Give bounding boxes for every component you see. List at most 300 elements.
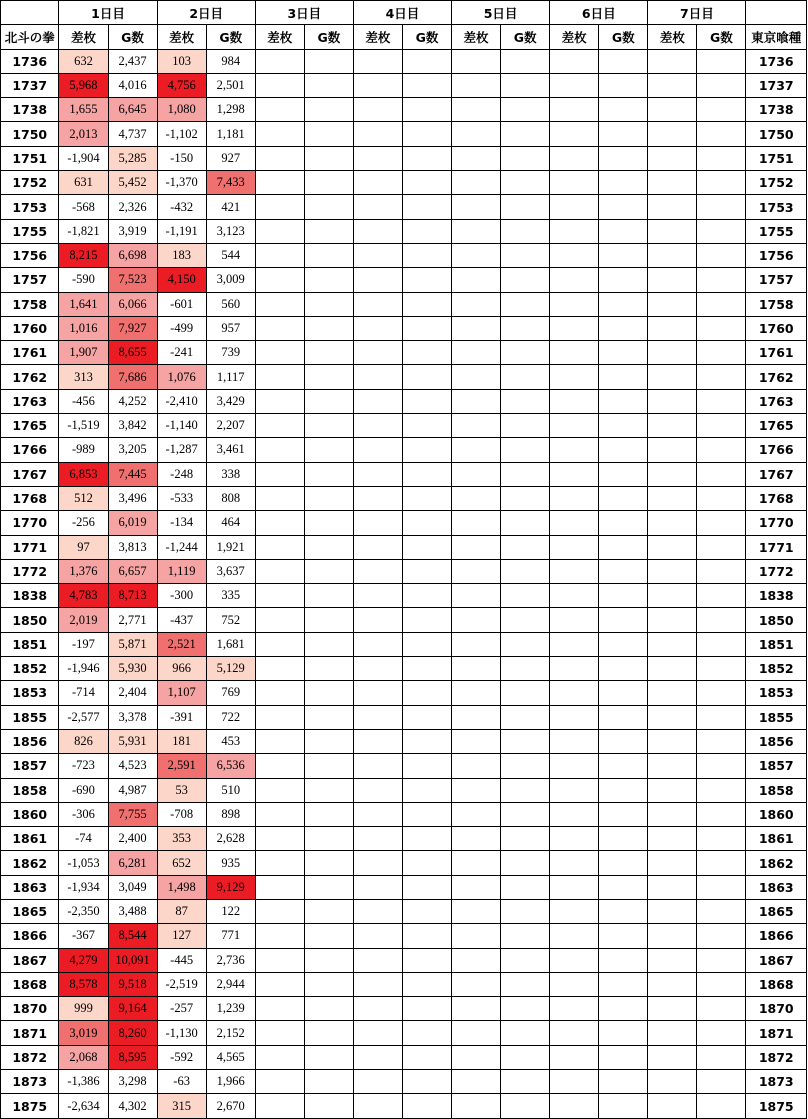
day7-games-cell: [697, 1021, 746, 1045]
table-row: [1, 535, 807, 559]
table-row: [1, 657, 807, 681]
day7-diff-cell: [648, 195, 697, 219]
day6-games-cell: [599, 1070, 648, 1094]
day2-diff-cell: -391: [157, 705, 206, 729]
day6-games-cell: [599, 754, 648, 778]
day5-games-cell: [501, 657, 550, 681]
day6-diff-cell: [550, 511, 599, 535]
day7-diff-cell: [648, 438, 697, 462]
day5-games-cell: [501, 948, 550, 972]
day3-diff-cell: [255, 948, 304, 972]
day3-games-cell: [304, 778, 353, 802]
day2-games-cell: 1,681: [206, 632, 255, 656]
day2-diff-cell: -445: [157, 948, 206, 972]
day2-diff-cell: -601: [157, 292, 206, 316]
day5-diff-cell: [452, 268, 501, 292]
day1-games-cell: 7,755: [108, 802, 157, 826]
day1-games-cell: 4,016: [108, 73, 157, 97]
table-row: [1, 1070, 807, 1094]
machine-number-right: 1767: [746, 462, 807, 486]
day7-diff-cell: [648, 705, 697, 729]
day4-games-cell: [402, 73, 451, 97]
day6-games-cell: [599, 365, 648, 389]
machine-number-left: 1737: [1, 73, 59, 97]
day2-diff-cell: 4,150: [157, 268, 206, 292]
day7-diff-cell: [648, 972, 697, 996]
day3-games-cell: [304, 122, 353, 146]
sub-header-games: G数: [697, 25, 746, 49]
day2-games-cell: 338: [206, 462, 255, 486]
day1-games-cell: 6,657: [108, 559, 157, 583]
table-row: [1, 632, 807, 656]
day5-games-cell: [501, 292, 550, 316]
day5-games-cell: [501, 438, 550, 462]
sub-header-games: G数: [501, 25, 550, 49]
day6-diff-cell: [550, 365, 599, 389]
day5-games-cell: [501, 486, 550, 510]
day3-diff-cell: [255, 268, 304, 292]
day3-diff-cell: [255, 462, 304, 486]
table-row: [1, 73, 807, 97]
day7-games-cell: [697, 778, 746, 802]
day-header: 4日目: [353, 1, 451, 25]
day7-diff-cell: [648, 584, 697, 608]
day5-diff-cell: [452, 875, 501, 899]
sub-header-diff: 差枚: [648, 25, 697, 49]
table-row: [1, 997, 807, 1021]
day2-games-cell: 984: [206, 49, 255, 73]
machine-label-left: 北斗の拳: [1, 25, 59, 49]
day7-diff-cell: [648, 899, 697, 923]
day1-games-cell: 3,378: [108, 705, 157, 729]
day3-games-cell: [304, 414, 353, 438]
day2-diff-cell: -592: [157, 1045, 206, 1069]
day2-games-cell: 771: [206, 924, 255, 948]
day6-games-cell: [599, 1094, 648, 1118]
day1-diff-cell: -2,350: [59, 899, 108, 923]
day3-diff-cell: [255, 49, 304, 73]
day5-games-cell: [501, 851, 550, 875]
day6-games-cell: [599, 1045, 648, 1069]
machine-number-right: 1872: [746, 1045, 807, 1069]
day4-diff-cell: [353, 438, 402, 462]
day1-diff-cell: 2,013: [59, 122, 108, 146]
day7-diff-cell: [648, 462, 697, 486]
day4-games-cell: [402, 462, 451, 486]
day5-games-cell: [501, 924, 550, 948]
day6-games-cell: [599, 1021, 648, 1045]
day5-games-cell: [501, 389, 550, 413]
day1-diff-cell: -2,577: [59, 705, 108, 729]
day2-games-cell: 935: [206, 851, 255, 875]
day3-diff-cell: [255, 802, 304, 826]
day5-diff-cell: [452, 171, 501, 195]
sub-header-diff: 差枚: [59, 25, 108, 49]
table-row: [1, 268, 807, 292]
table-row: [1, 316, 807, 340]
day1-diff-cell: -197: [59, 632, 108, 656]
day5-games-cell: [501, 316, 550, 340]
day1-diff-cell: 97: [59, 535, 108, 559]
day4-diff-cell: [353, 608, 402, 632]
day5-diff-cell: [452, 948, 501, 972]
day5-games-cell: [501, 827, 550, 851]
machine-number-left: 1761: [1, 341, 59, 365]
machine-number-right: 1875: [746, 1094, 807, 1118]
day1-diff-cell: 6,853: [59, 462, 108, 486]
day7-games-cell: [697, 414, 746, 438]
day7-games-cell: [697, 1094, 746, 1118]
day6-games-cell: [599, 948, 648, 972]
day1-diff-cell: 1,907: [59, 341, 108, 365]
day4-diff-cell: [353, 559, 402, 583]
day3-diff-cell: [255, 1094, 304, 1118]
day2-games-cell: 510: [206, 778, 255, 802]
machine-number-left: 1762: [1, 365, 59, 389]
table-row: [1, 754, 807, 778]
day2-diff-cell: 1,498: [157, 875, 206, 899]
table-row: [1, 608, 807, 632]
day2-diff-cell: -248: [157, 462, 206, 486]
day6-games-cell: [599, 195, 648, 219]
day5-diff-cell: [452, 146, 501, 170]
machine-number-left: 1771: [1, 535, 59, 559]
day6-games-cell: [599, 802, 648, 826]
day4-games-cell: [402, 827, 451, 851]
day5-diff-cell: [452, 632, 501, 656]
day4-games-cell: [402, 49, 451, 73]
table-row: [1, 802, 807, 826]
machine-number-left: 1760: [1, 316, 59, 340]
day2-games-cell: 808: [206, 486, 255, 510]
day5-games-cell: [501, 997, 550, 1021]
day5-diff-cell: [452, 608, 501, 632]
day1-games-cell: 6,698: [108, 243, 157, 267]
day1-diff-cell: 631: [59, 171, 108, 195]
day5-diff-cell: [452, 438, 501, 462]
day7-games-cell: [697, 899, 746, 923]
day1-games-cell: 6,066: [108, 292, 157, 316]
table-row: [1, 948, 807, 972]
day6-diff-cell: [550, 486, 599, 510]
day5-diff-cell: [452, 195, 501, 219]
day6-diff-cell: [550, 268, 599, 292]
day6-games-cell: [599, 486, 648, 510]
day3-games-cell: [304, 802, 353, 826]
day2-games-cell: 769: [206, 681, 255, 705]
day1-diff-cell: -256: [59, 511, 108, 535]
day4-games-cell: [402, 924, 451, 948]
day1-diff-cell: 632: [59, 49, 108, 73]
day7-games-cell: [697, 1070, 746, 1094]
day5-diff-cell: [452, 243, 501, 267]
day5-diff-cell: [452, 49, 501, 73]
day4-diff-cell: [353, 778, 402, 802]
table-row: [1, 705, 807, 729]
day6-games-cell: [599, 122, 648, 146]
day7-games-cell: [697, 98, 746, 122]
machine-number-left: 1758: [1, 292, 59, 316]
table-row: [1, 875, 807, 899]
machine-number-right: 1753: [746, 195, 807, 219]
day1-diff-cell: -1,821: [59, 219, 108, 243]
day1-games-cell: 6,645: [108, 98, 157, 122]
day1-diff-cell: -306: [59, 802, 108, 826]
day3-games-cell: [304, 98, 353, 122]
day5-diff-cell: [452, 754, 501, 778]
sub-header-diff: 差枚: [157, 25, 206, 49]
day6-diff-cell: [550, 802, 599, 826]
day3-games-cell: [304, 972, 353, 996]
day7-games-cell: [697, 268, 746, 292]
table-row: [1, 171, 807, 195]
day2-games-cell: 2,207: [206, 414, 255, 438]
day3-diff-cell: [255, 1045, 304, 1069]
machine-number-right: 1738: [746, 98, 807, 122]
machine-number-left: 1853: [1, 681, 59, 705]
day1-diff-cell: -590: [59, 268, 108, 292]
day4-games-cell: [402, 1021, 451, 1045]
day2-games-cell: 3,429: [206, 389, 255, 413]
day2-diff-cell: 127: [157, 924, 206, 948]
day6-diff-cell: [550, 341, 599, 365]
day3-diff-cell: [255, 486, 304, 510]
day7-diff-cell: [648, 122, 697, 146]
day3-diff-cell: [255, 899, 304, 923]
day6-games-cell: [599, 146, 648, 170]
day1-games-cell: 3,049: [108, 875, 157, 899]
day6-diff-cell: [550, 438, 599, 462]
day5-diff-cell: [452, 899, 501, 923]
day3-diff-cell: [255, 657, 304, 681]
day1-games-cell: 7,523: [108, 268, 157, 292]
day7-diff-cell: [648, 535, 697, 559]
table-row: [1, 49, 807, 73]
day3-diff-cell: [255, 997, 304, 1021]
day2-games-cell: 335: [206, 584, 255, 608]
day5-games-cell: [501, 632, 550, 656]
day4-games-cell: [402, 657, 451, 681]
day5-games-cell: [501, 511, 550, 535]
day4-games-cell: [402, 122, 451, 146]
sub-header-games: G数: [304, 25, 353, 49]
day4-games-cell: [402, 632, 451, 656]
day4-diff-cell: [353, 365, 402, 389]
day7-diff-cell: [648, 802, 697, 826]
corner-cell: [1, 1, 59, 25]
day-header: 7日目: [648, 1, 746, 25]
machine-number-right: 1761: [746, 341, 807, 365]
day6-diff-cell: [550, 681, 599, 705]
day5-diff-cell: [452, 292, 501, 316]
day1-diff-cell: 512: [59, 486, 108, 510]
day6-diff-cell: [550, 754, 599, 778]
day1-games-cell: 3,488: [108, 899, 157, 923]
day3-games-cell: [304, 657, 353, 681]
day4-diff-cell: [353, 827, 402, 851]
day1-diff-cell: -2,634: [59, 1094, 108, 1118]
day3-games-cell: [304, 997, 353, 1021]
day7-diff-cell: [648, 681, 697, 705]
day6-diff-cell: [550, 73, 599, 97]
day4-diff-cell: [353, 972, 402, 996]
day3-diff-cell: [255, 754, 304, 778]
day6-diff-cell: [550, 608, 599, 632]
day7-games-cell: [697, 316, 746, 340]
day-header: 3日目: [255, 1, 353, 25]
day4-games-cell: [402, 486, 451, 510]
machine-number-left: 1860: [1, 802, 59, 826]
day3-games-cell: [304, 243, 353, 267]
day5-games-cell: [501, 584, 550, 608]
day6-games-cell: [599, 851, 648, 875]
day-header-row: [1, 1, 807, 25]
machine-number-left: 1752: [1, 171, 59, 195]
machine-number-right: 1766: [746, 438, 807, 462]
day3-diff-cell: [255, 1070, 304, 1094]
day5-diff-cell: [452, 1045, 501, 1069]
day2-games-cell: 2,670: [206, 1094, 255, 1118]
day2-games-cell: 2,944: [206, 972, 255, 996]
day4-games-cell: [402, 948, 451, 972]
day1-diff-cell: 8,578: [59, 972, 108, 996]
machine-number-right: 1868: [746, 972, 807, 996]
day4-diff-cell: [353, 462, 402, 486]
day6-diff-cell: [550, 243, 599, 267]
day7-games-cell: [697, 875, 746, 899]
day6-diff-cell: [550, 1070, 599, 1094]
day4-diff-cell: [353, 997, 402, 1021]
day1-diff-cell: 1,376: [59, 559, 108, 583]
day5-games-cell: [501, 899, 550, 923]
day4-games-cell: [402, 608, 451, 632]
day4-diff-cell: [353, 1070, 402, 1094]
day5-diff-cell: [452, 559, 501, 583]
day7-games-cell: [697, 243, 746, 267]
day5-diff-cell: [452, 389, 501, 413]
day2-diff-cell: 181: [157, 729, 206, 753]
day1-games-cell: 8,595: [108, 1045, 157, 1069]
day6-diff-cell: [550, 778, 599, 802]
day2-games-cell: 3,009: [206, 268, 255, 292]
day6-games-cell: [599, 875, 648, 899]
day2-diff-cell: -2,410: [157, 389, 206, 413]
day5-games-cell: [501, 98, 550, 122]
day6-diff-cell: [550, 851, 599, 875]
day-header: 5日目: [452, 1, 550, 25]
day5-games-cell: [501, 341, 550, 365]
day2-diff-cell: 4,756: [157, 73, 206, 97]
machine-number-left: 1757: [1, 268, 59, 292]
day6-games-cell: [599, 705, 648, 729]
day5-diff-cell: [452, 851, 501, 875]
day2-games-cell: 421: [206, 195, 255, 219]
day1-diff-cell: 999: [59, 997, 108, 1021]
day1-diff-cell: 2,068: [59, 1045, 108, 1069]
sub-header-diff: 差枚: [550, 25, 599, 49]
machine-number-right: 1737: [746, 73, 807, 97]
day6-diff-cell: [550, 146, 599, 170]
day2-games-cell: 3,461: [206, 438, 255, 462]
day7-games-cell: [697, 632, 746, 656]
machine-number-right: 1757: [746, 268, 807, 292]
day1-games-cell: 3,205: [108, 438, 157, 462]
day2-games-cell: 544: [206, 243, 255, 267]
day-header: 1日目: [59, 1, 157, 25]
machine-number-left: 1838: [1, 584, 59, 608]
day1-diff-cell: -989: [59, 438, 108, 462]
sub-header-games: G数: [206, 25, 255, 49]
day3-games-cell: [304, 899, 353, 923]
machine-number-right: 1853: [746, 681, 807, 705]
day2-games-cell: 927: [206, 146, 255, 170]
day3-diff-cell: [255, 608, 304, 632]
day5-diff-cell: [452, 122, 501, 146]
day5-diff-cell: [452, 972, 501, 996]
day4-diff-cell: [353, 657, 402, 681]
day1-diff-cell: 826: [59, 729, 108, 753]
day7-diff-cell: [648, 486, 697, 510]
day2-games-cell: 1,239: [206, 997, 255, 1021]
day4-diff-cell: [353, 1094, 402, 1118]
day1-diff-cell: -690: [59, 778, 108, 802]
machine-number-left: 1767: [1, 462, 59, 486]
day5-diff-cell: [452, 827, 501, 851]
machine-number-left: 1770: [1, 511, 59, 535]
day3-diff-cell: [255, 972, 304, 996]
day2-games-cell: 6,536: [206, 754, 255, 778]
day6-games-cell: [599, 438, 648, 462]
day4-diff-cell: [353, 535, 402, 559]
machine-number-right: 1860: [746, 802, 807, 826]
day6-diff-cell: [550, 219, 599, 243]
day6-games-cell: [599, 657, 648, 681]
day6-diff-cell: [550, 632, 599, 656]
day1-games-cell: 2,326: [108, 195, 157, 219]
day7-games-cell: [697, 389, 746, 413]
table-row: [1, 827, 807, 851]
day7-diff-cell: [648, 292, 697, 316]
day2-games-cell: 898: [206, 802, 255, 826]
day6-games-cell: [599, 341, 648, 365]
day3-games-cell: [304, 49, 353, 73]
machine-number-left: 1866: [1, 924, 59, 948]
day1-games-cell: 3,842: [108, 414, 157, 438]
machine-number-left: 1863: [1, 875, 59, 899]
day1-games-cell: 8,713: [108, 584, 157, 608]
machine-number-right: 1751: [746, 146, 807, 170]
day3-diff-cell: [255, 73, 304, 97]
day7-diff-cell: [648, 316, 697, 340]
day1-games-cell: 7,445: [108, 462, 157, 486]
table-row: [1, 122, 807, 146]
day6-diff-cell: [550, 1021, 599, 1045]
day1-games-cell: 10,091: [108, 948, 157, 972]
day4-diff-cell: [353, 414, 402, 438]
day6-diff-cell: [550, 875, 599, 899]
day1-games-cell: 2,771: [108, 608, 157, 632]
machine-number-left: 1861: [1, 827, 59, 851]
day5-games-cell: [501, 802, 550, 826]
machine-number-left: 1736: [1, 49, 59, 73]
day6-games-cell: [599, 73, 648, 97]
day4-diff-cell: [353, 511, 402, 535]
machine-number-right: 1755: [746, 219, 807, 243]
day6-games-cell: [599, 681, 648, 705]
day6-diff-cell: [550, 657, 599, 681]
day6-diff-cell: [550, 1045, 599, 1069]
day3-games-cell: [304, 219, 353, 243]
